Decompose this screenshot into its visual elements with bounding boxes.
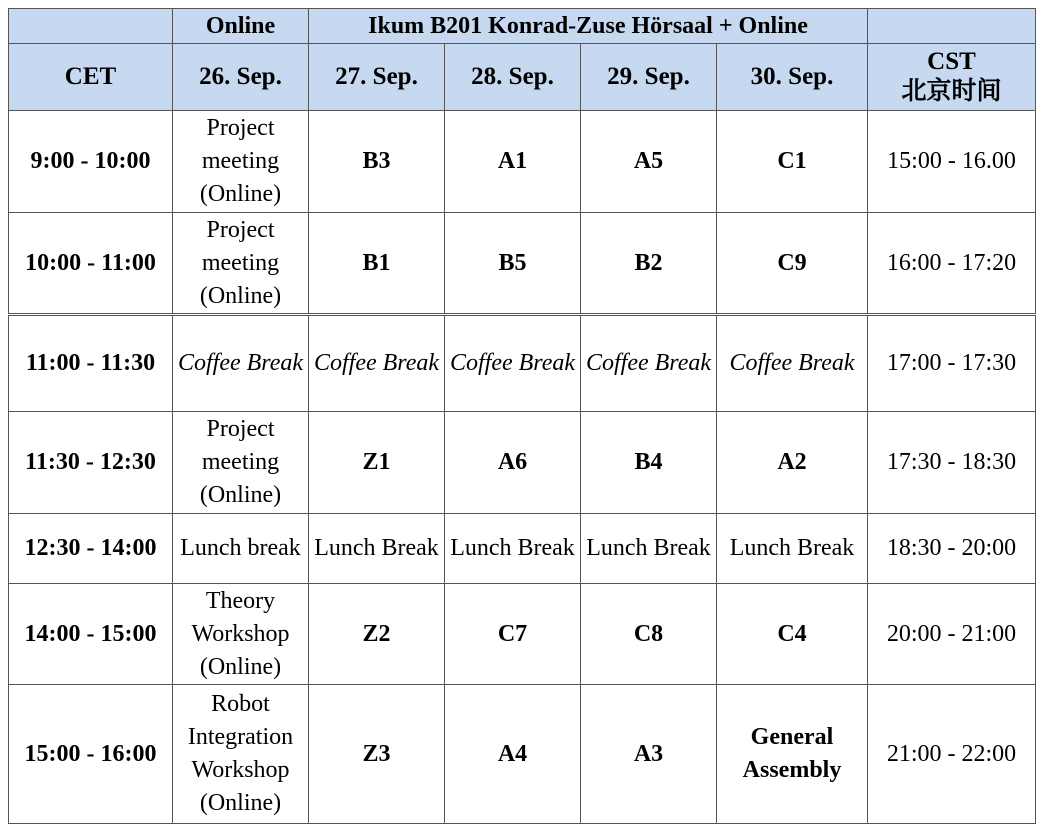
header-cst-label: CST (927, 48, 976, 75)
header-online: Online (173, 9, 309, 44)
session-cell: Z2 (309, 584, 445, 685)
session-cell: Lunch Break (309, 514, 445, 584)
session-cell: A1 (445, 111, 581, 213)
header-date: 30. Sep. (717, 44, 868, 111)
cst-time: 17:00 - 17:30 (868, 315, 1036, 412)
session-cell: Coffee Break (173, 315, 309, 412)
session-cell: C4 (717, 584, 868, 685)
session-cell: Project meeting (Online) (173, 213, 309, 315)
session-cell: Z3 (309, 685, 445, 824)
header-cst-chinese: 北京时间 (901, 76, 1002, 105)
cst-time: 18:30 - 20:00 (868, 514, 1036, 584)
session-cell: Coffee Break (445, 315, 581, 412)
session-cell: C7 (445, 584, 581, 685)
cet-time: 12:30 - 14:00 (9, 514, 173, 584)
session-cell: Project meeting (Online) (173, 111, 309, 213)
cet-time: 10:00 - 11:00 (9, 213, 173, 315)
cet-time: 11:30 - 12:30 (9, 412, 173, 514)
session-cell: Z1 (309, 412, 445, 514)
session-cell: A5 (581, 111, 717, 213)
header-row-dates (9, 44, 1036, 111)
session-cell: General Assembly (717, 685, 868, 824)
table-row (9, 213, 1036, 315)
cst-time: 15:00 - 16.00 (868, 111, 1036, 213)
cst-time: 17:30 - 18:30 (868, 412, 1036, 514)
header-date: 26. Sep. (173, 44, 309, 111)
session-cell: Lunch break (173, 514, 309, 584)
cet-time: 14:00 - 15:00 (9, 584, 173, 685)
session-cell: B2 (581, 213, 717, 315)
table-row (9, 514, 1036, 584)
header-date: 27. Sep. (309, 44, 445, 111)
session-cell: B5 (445, 213, 581, 315)
cst-time: 16:00 - 17:20 (868, 213, 1036, 315)
cet-time: 11:00 - 11:30 (9, 315, 173, 412)
session-cell: Robot Integration Workshop (Online) (173, 685, 309, 824)
header-cet: CET (9, 44, 173, 111)
session-cell: Lunch Break (581, 514, 717, 584)
session-cell: B4 (581, 412, 717, 514)
session-cell: A4 (445, 685, 581, 824)
table-row (9, 412, 1036, 514)
session-cell: Project meeting (Online) (173, 412, 309, 514)
header-date: 28. Sep. (445, 44, 581, 111)
session-cell: C9 (717, 213, 868, 315)
session-cell: B1 (309, 213, 445, 315)
session-cell: A3 (581, 685, 717, 824)
header-row-top (9, 9, 1036, 44)
schedule-table (8, 8, 1036, 824)
table-row (9, 111, 1036, 213)
header-corner-top (9, 9, 173, 44)
header-right-top (868, 9, 1036, 44)
header-cst (868, 44, 1036, 111)
session-cell: Coffee Break (717, 315, 868, 412)
table-row (9, 685, 1036, 824)
table-row (9, 584, 1036, 685)
header-date: 29. Sep. (581, 44, 717, 111)
session-cell: C1 (717, 111, 868, 213)
session-cell: B3 (309, 111, 445, 213)
session-cell: Theory Workshop (Online) (173, 584, 309, 685)
session-cell: Lunch Break (717, 514, 868, 584)
session-cell: Lunch Break (445, 514, 581, 584)
table-row (9, 315, 1036, 412)
session-cell: A6 (445, 412, 581, 514)
cet-time: 15:00 - 16:00 (9, 685, 173, 824)
session-cell: C8 (581, 584, 717, 685)
session-cell: Coffee Break (581, 315, 717, 412)
session-cell: A2 (717, 412, 868, 514)
header-venue: Ikum B201 Konrad-Zuse Hörsaal + Online (309, 9, 868, 44)
cet-time: 9:00 - 10:00 (9, 111, 173, 213)
cst-time: 20:00 - 21:00 (868, 584, 1036, 685)
cst-time: 21:00 - 22:00 (868, 685, 1036, 824)
session-cell: Coffee Break (309, 315, 445, 412)
